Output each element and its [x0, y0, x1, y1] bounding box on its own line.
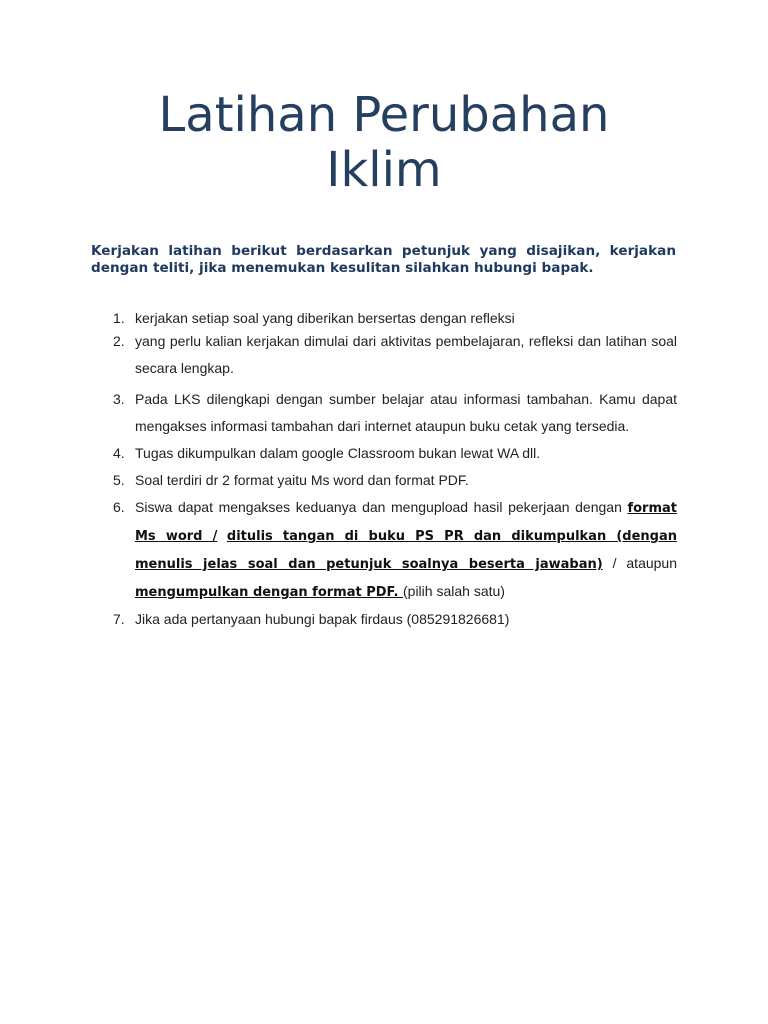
- list-text: kerjakan setiap soal yang diberikan bersertas dengan refleksi: [135, 310, 515, 326]
- title-line-1: Latihan Perubahan: [158, 87, 610, 143]
- list-number: 7.: [113, 611, 125, 627]
- list-text-part: (pilih salah satu): [403, 583, 505, 599]
- list-text-part: / ataupun: [602, 555, 677, 571]
- list-number: 4.: [113, 445, 125, 461]
- list-item: [100, 494, 677, 606]
- list-item: [100, 440, 677, 467]
- list-text: Tugas dikumpulkan dalam google Classroom bukan lewat WA dll.: [135, 445, 541, 461]
- list-number: 5.: [113, 472, 125, 488]
- underlined-handwritten-option: ditulis tangan di buku PS PR dan dikumpulkan (dengan menulis jelas soal dan petunjuk soalnya beserta jawaban): [135, 529, 678, 572]
- underlined-pdf-option: mengumpulkan dengan format PDF.: [135, 585, 403, 600]
- list-item: [100, 606, 677, 633]
- list-item: [100, 386, 677, 440]
- list-number: 3.: [113, 391, 125, 407]
- list-text: yang perlu kalian kerjakan dimulai dari aktivitas pembelajaran, refleksi dan latihan soal secara lengkap.: [135, 333, 677, 376]
- list-item: [100, 467, 677, 494]
- list-number: 2.: [113, 333, 125, 349]
- title-line-2: Iklim: [326, 142, 442, 198]
- list-item: [100, 306, 677, 326]
- list-text: Soal terdiri dr 2 format yaitu Ms word dan format PDF.: [135, 472, 469, 488]
- list-number: 6.: [113, 499, 125, 515]
- list-item: [100, 328, 677, 382]
- list-text: Pada LKS dilengkapi dengan sumber belajar atau informasi tambahan. Kamu dapat mengakses informasi tambahan dari internet ataupun buku cetak yang tersedia.: [135, 391, 677, 434]
- underlined-format-word: format Ms word /: [135, 501, 677, 544]
- list-number: 1.: [113, 310, 125, 326]
- list-text-part: [217, 527, 227, 543]
- list-text: [135, 494, 677, 606]
- page-title: [92, 88, 676, 198]
- list-text-part: Siswa dapat mengakses keduanya dan mengupload hasil pekerjaan dengan: [135, 499, 628, 515]
- intro-paragraph: Kerjakan latihan berikut berdasarkan petunjuk yang disajikan, kerjakan dengan teliti, jika menemukan kesulitan silahkan hubungi bapak.: [91, 243, 676, 276]
- list-text: Jika ada pertanyaan hubungi bapak firdaus (085291826681): [135, 611, 510, 627]
- instruction-list: [100, 306, 677, 633]
